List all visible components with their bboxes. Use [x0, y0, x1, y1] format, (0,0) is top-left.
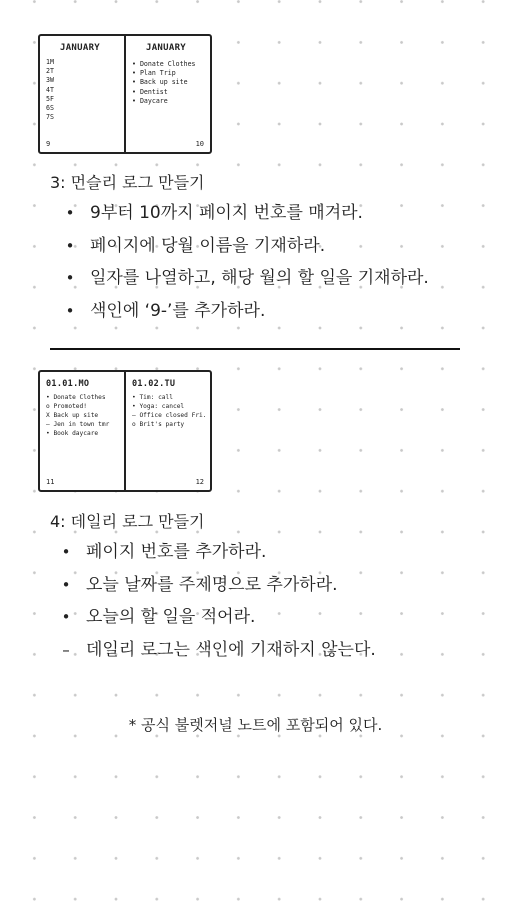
task-item: • Dentist	[132, 87, 168, 96]
list-item	[56, 569, 376, 602]
dash-marker: –	[62, 640, 70, 659]
bullet-marker: •	[65, 236, 75, 255]
list-item	[60, 262, 429, 295]
spread-divider	[124, 372, 126, 490]
list-item-text: 페이지 번호를 추가하라.	[86, 542, 267, 562]
day-item: 2T	[46, 67, 54, 76]
list-item-text: 오늘 날짜를 주제명으로 추가하라.	[86, 574, 338, 595]
log-entry: • Tim: call	[132, 394, 173, 401]
log-entry: • Yoga: cancel	[132, 403, 185, 410]
section3-list	[60, 197, 429, 327]
section3-title: 3: 먼슬리 로그 만들기	[50, 173, 205, 192]
daily-right-entries	[132, 393, 207, 429]
list-item	[56, 634, 376, 667]
section4-title: 4: 데일리 로그 만들기	[50, 512, 205, 531]
list-item	[60, 295, 429, 328]
bullet-marker: •	[61, 575, 71, 594]
daily-right-header: 01.02.TU	[132, 379, 176, 389]
list-item	[60, 230, 429, 263]
footnote: * 공식 불렛저널 노트에 포함되어 있다.	[128, 716, 383, 734]
task-item: • Daycare	[132, 96, 168, 105]
log-entry: o Brit's party	[132, 421, 185, 428]
task-item: • Back up site	[132, 78, 188, 87]
bullet-marker: •	[61, 608, 71, 626]
list-item	[56, 536, 376, 569]
left-page-number: 11	[46, 478, 55, 486]
bullet-marker: •	[65, 269, 75, 287]
monthly-left-header: JANUARY	[60, 43, 101, 53]
right-page-number: 10	[195, 140, 204, 148]
task-item: • Donate Clothes	[132, 60, 196, 68]
spread-divider	[124, 36, 126, 152]
day-item: 1M	[46, 58, 54, 66]
list-item-text: 일자를 나열하고, 해당 월의 할 일을 기재하라.	[90, 268, 429, 288]
bullet-marker: •	[65, 204, 75, 222]
task-item: • Plan Trip	[132, 69, 176, 78]
log-entry: – Jen in town tmr	[46, 421, 110, 428]
log-entry: – Office closed Fri.	[132, 412, 207, 419]
log-entry: o Promoted!	[46, 403, 87, 410]
list-item	[60, 197, 429, 230]
list-item	[56, 601, 376, 634]
log-entry: • Book daycare	[46, 430, 99, 437]
list-item-text: 페이지에 당월 이름을 기재하라.	[90, 235, 326, 256]
day-item: 6S	[46, 104, 54, 113]
list-item-text: 데일리 로그는 색인에 기재하지 않는다.	[86, 639, 376, 660]
monthly-right-header: JANUARY	[146, 43, 187, 53]
list-item-text: 오늘의 할 일을 적어라.	[86, 607, 256, 627]
day-item: 5F	[46, 94, 54, 103]
monthly-day-list	[46, 58, 54, 122]
monthly-task-list	[132, 60, 196, 106]
list-item-text: 색인에 ‘9-’를 추가하라.	[90, 300, 266, 321]
bullet-marker: •	[61, 543, 71, 561]
daily-left-header: 01.01.MO	[46, 379, 90, 389]
list-item-text: 9부터 10까지 페이지 번호를 매겨라.	[90, 203, 363, 223]
daily-log-illustration	[38, 370, 212, 492]
bullet-marker: •	[65, 301, 75, 320]
day-item: 4T	[46, 85, 54, 94]
log-entry: • Donate Clothes	[46, 394, 106, 401]
section-divider	[50, 348, 460, 350]
right-page-number: 12	[195, 478, 204, 486]
log-entry: X Back up site	[46, 412, 99, 419]
day-item: 3W	[46, 76, 54, 85]
daily-left-entries	[46, 393, 109, 438]
left-page-number: 9	[46, 140, 51, 148]
day-item: 7S	[46, 113, 54, 122]
section4-list	[56, 536, 376, 666]
monthly-log-illustration	[38, 34, 212, 154]
